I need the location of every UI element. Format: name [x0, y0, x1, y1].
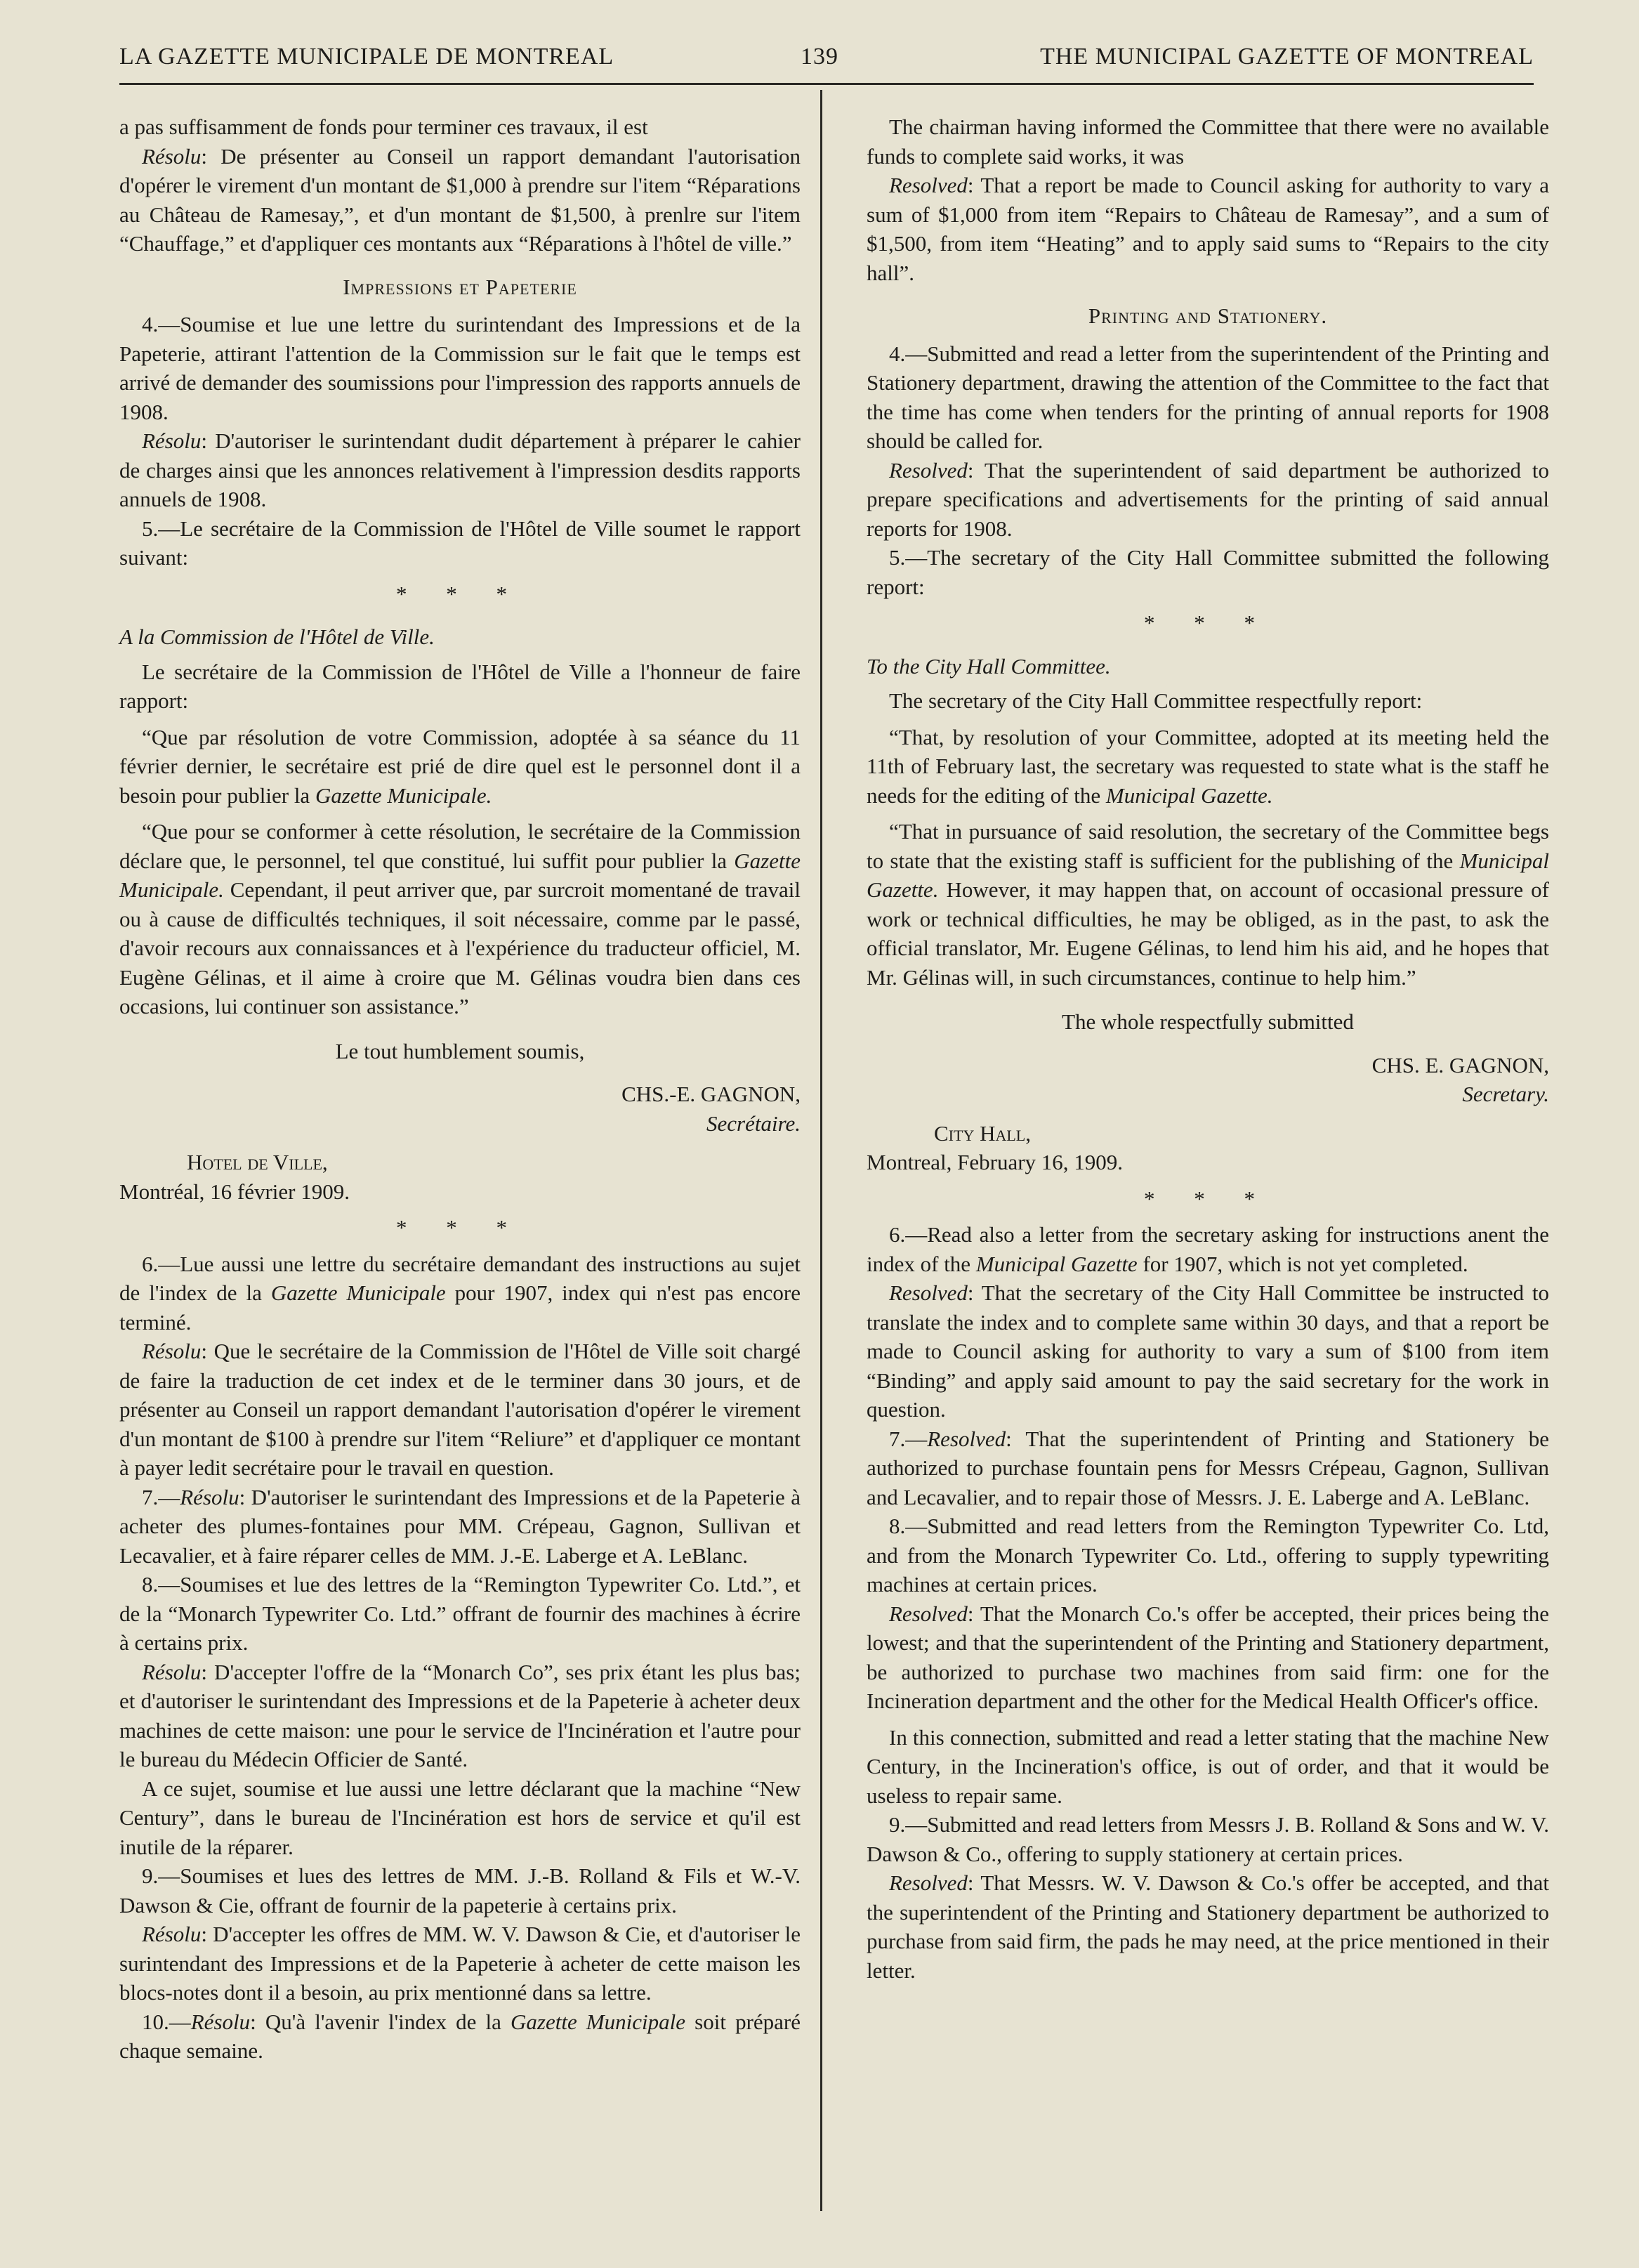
paragraph: “That, by resolution of your Committee, adopted at its meeting held the 11th of February last, the secretary was requested to state what is the staff he needs for the editing of the Municipal Gazette.: [867, 724, 1549, 808]
salutation: A la Commission de l'Hôtel de Ville.: [119, 624, 435, 649]
closing-line: Le tout humblement soumis,: [335, 1038, 585, 1063]
resolution-label: Résolu: [180, 1484, 239, 1509]
paragraph: “Que pour se conformer à cette résolution, le secrétaire de la Commission déclare que, le personnel, tel que constitué, lui suffit pour publier la Gazette Municipale. Cependant, il peut arriver que, par surcroit momentané de travail ou à cause de difficultés techniques, il soit nécessaire, comme par le passé, d'avoir recours aux connaissances et à l'expérience du traducteur officiel, M. Eugène Gélinas, et il aime à croire que M. Gélinas voudra bien dans ces occasions, lui continuer son assistance.”: [119, 819, 801, 1018]
paragraph: 9.—Submitted and read letters from Messrs J. B. Rolland & Sons and W. V. Dawson & Co., offering to supply stationery at certain prices.: [867, 1812, 1549, 1866]
paragraph: Résolu: Que le secrétaire de la Commission de l'Hôtel de Ville soit chargé de faire la traduction de cet index et de le terminer dans 30 jours, et de présenter au Conseil un rapport demandant l'autorisation d'opérer le virement d'un montant de $100 à prendre sur l'item “Reliure” et d'appliquer ce montant à payer ledit secrétaire pour le travail en question.: [119, 1339, 801, 1480]
paragraph: 4.—Submitted and read a letter from the superintendent of the Printing and Stationery department, drawing the attention of the Committee to the fact that the time has come when tenders for the printing of annual reports for 1908 should be called for.: [867, 341, 1549, 453]
separator-stars: * * *: [1144, 1186, 1272, 1211]
resolution-label: Resolved: [927, 1426, 1006, 1451]
french-column: [119, 112, 801, 2066]
paragraph: 7.—Resolved: That the superintendent of Printing and Stationery be authorized to purchase fountain pens for Messrs Crépeau, Gagnon, Sullivan and Lecavalier, and to repair those of Messrs. J. E. Laberge and A. LeBlanc.: [867, 1426, 1549, 1509]
resolution-label: Résolu: [142, 1339, 202, 1363]
place-line: City Hall,: [934, 1120, 1031, 1146]
paragraph: “That in pursuance of said resolution, the secretary of the Committee begs to state that the existing staff is sufficient for the publishing of the Municipal Gazette. However, it may happen that, on account of occasional pressure of work or technical difficulties, he may be obliged, as in the past, to ask the official translator, Mr. Eugene Gélinas, to lend him his aid, and he hopes that Mr. Gélinas will, in such circumstances, continue to help him.”: [867, 819, 1549, 990]
english-column: [867, 112, 1549, 1985]
paragraph: 4.—Soumise et lue une lettre du surintendant des Impressions et de la Papeterie, attirant l'attention de la Commission sur le fait que le temps est arrivé de demander des soumissions pour l'impression des rapports annuels de 1908.: [119, 312, 801, 424]
paragraph: 6.—Lue aussi une lettre du secrétaire demandant des instructions au sujet de l'index de la Gazette Municipale pour 1907, index qui n'est pas encore terminé.: [119, 1251, 801, 1335]
paragraph: Résolu: D'autoriser le surintendant dudit département à préparer le cahier de charges ainsi que les annonces relativement à l'impression desdits rapports annuels de 1908.: [119, 428, 801, 511]
paragraph: Resolved: That the Monarch Co.'s offer be accepted, their prices being the lowest; and that the superintendent of the Printing and Stationery department, be authorized to purchase two machines from said firm: one for the Incineration department and the other for the Medical Health Officer's office.: [867, 1601, 1549, 1713]
paragraph: Résolu: D'accepter l'offre de la “Monarch Co”, ses prix étant les plus bas; et d'autoriser le surintendant des Impressions et de la Papeterie à acheter deux machines de cette maison: une pour le service de l'Incinération et l'autre pour le bureau du Médecin Officier de Santé.: [119, 1659, 801, 1771]
paragraph: Resolved: That Messrs. W. V. Dawson & Co.'s offer be accepted, and that the superintendent of the Printing and Stationery department be authorized to purchase from said firm, the pads he may need, at the price mentioned in their letter.: [867, 1870, 1549, 1983]
paragraph: 8.—Soumises et lue des lettres de la “Remington Typewriter Co. Ltd.”, et de la “Monarch Typewriter Co. Ltd.” offrant de fournir des machines à écrire à certains prix.: [119, 1572, 801, 1655]
resolution-label: Résolu: [190, 2009, 251, 2034]
page-header: [119, 44, 1534, 77]
signatory-title: Secretary.: [1462, 1082, 1549, 1106]
paragraph: The secretary of the City Hall Committee respectfully report:: [889, 688, 1423, 713]
paragraph: 5.—The secretary of the City Hall Committee submitted the following report:: [867, 545, 1549, 599]
header-english-title: THE MUNICIPAL GAZETTE OF MONTREAL: [1040, 44, 1534, 70]
paragraph: Resolved: That the superintendent of said department be authorized to prepare specifications and advertisements for the printing of said annual reports for 1908.: [867, 457, 1549, 541]
paragraph: 6.—Read also a letter from the secretary asking for instructions anent the index of the Municipal Gazette for 1907, which is not yet completed.: [867, 1222, 1549, 1276]
header-french-title: LA GAZETTE MUNICIPALE DE MONTREAL: [119, 44, 614, 70]
separator-stars: * * *: [1144, 610, 1272, 635]
paragraph: “Que par résolution de votre Commission, adoptée à sa séance du 11 février dernier, le secrétaire est prié de dire quel est le personnel dont il a besoin pour publier la Gazette Municipale.: [119, 724, 801, 808]
paragraph: A ce sujet, soumise et lue aussi une lettre déclarant que la machine “New Century”, dans le bureau de l'Incinération est hors de service et qu'il est inutile de la réparer.: [119, 1776, 801, 1859]
paragraph: 10.—Résolu: Qu'à l'avenir l'index de la Gazette Municipale soit préparé chaque semaine.: [119, 2009, 801, 2063]
signature: CHS.-E. GAGNON,: [621, 1082, 801, 1106]
paragraph: 8.—Submitted and read letters from the Remington Typewriter Co. Ltd, and from the Monarch Typewriter Co. Ltd., offering to supply typewriting machines at certain prices.: [867, 1514, 1549, 1597]
header-rule: [119, 83, 1534, 85]
paragraph: 9.—Soumises et lues des lettres de MM. J.-B. Rolland & Fils et W.-V. Dawson & Cie, offrant de fournir de la papeterie à certains prix.: [119, 1863, 801, 1918]
resolution-label: Résolu: [142, 1922, 202, 1946]
closing-line: The whole respectfully submitted: [1062, 1009, 1354, 1034]
section-heading: Printing and Stationery.: [1088, 303, 1328, 328]
place-line: Hotel de Ville,: [187, 1150, 328, 1174]
resolution-label: Resolved: [889, 1870, 968, 1895]
separator-stars: * * *: [396, 581, 524, 606]
resolution-label: Résolu: [142, 143, 202, 169]
section-heading: Impressions et Papeterie: [343, 274, 577, 299]
separator-stars: * * *: [396, 1215, 524, 1240]
column-divider: [820, 90, 822, 2211]
signatory-title: Secrétaire.: [706, 1110, 801, 1136]
page-number: 139: [801, 44, 838, 70]
paragraph: Resolved: That the secretary of the City Hall Committee be instructed to translate the index and to complete same within 30 days, and that a report be made to Council asking for authority to vary a sum of $100 from item “Binding” and apply said amount to pay the said secretary for the work in question.: [867, 1280, 1549, 1422]
paragraph: Le secrétaire de la Commission de l'Hôtel de Ville a l'honneur de faire rapport:: [119, 659, 801, 713]
resolution-label: Resolved: [889, 1601, 968, 1626]
paragraph: Resolved: That a report be made to Council asking for authority to vary a sum of $1,000 from item “Repairs to Château de Ramesay”, and a sum of $1,500, from item “Heating” and to apply said sums to “Repairs to the city hall”.: [867, 173, 1549, 285]
paragraph: In this connection, submitted and read a letter stating that the machine New Century, in the Incineration's office, is out of order, and that it would be useless to repair same.: [867, 1724, 1549, 1808]
paragraph: Résolu: D'accepter les offres de MM. W. V. Dawson & Cie, et d'autoriser le surintendant des Impressions et de la Papeterie à acheter de cette maison les blocs-notes dont il a besoin, au prix mentionné dans sa lettre.: [119, 1922, 801, 2005]
paragraph: The chairman having informed the Committee that there were no available funds to complete said works, it was: [867, 114, 1549, 169]
paragraph: a pas suffisamment de fonds pour terminer ces travaux, il est: [119, 114, 648, 139]
salutation: To the City Hall Committee.: [867, 653, 1111, 679]
paragraph: Résolu: De présenter au Conseil un rapport demandant l'autorisation d'opérer le virement d'un montant de $1,000 à prendre sur l'item “Réparations au Château de Ramesay,”, et d'un montant de $1,500, à prenlre sur l'item “Chauffage,” et d'appliquer ces montants aux “Réparations à l'hôtel de ville.”: [119, 143, 801, 256]
signature: CHS. E. GAGNON,: [1371, 1052, 1549, 1077]
paragraph: 7.—Résolu: D'autoriser le surintendant des Impressions et de la Papeterie à acheter des plumes-fontaines pour MM. Crépeau, Gagnon, Sullivan et Lecavalier, et à faire réparer celles de MM. J.-E. Laberge et A. LeBlanc.: [119, 1484, 801, 1568]
resolution-label: Resolved: [889, 457, 968, 483]
date-line: Montréal, 16 février 1909.: [119, 1179, 350, 1204]
resolution-label: Résolu: [142, 1659, 202, 1684]
paragraph: 5.—Le secrétaire de la Commission de l'Hôtel de Ville soumet le rapport suivant:: [119, 516, 801, 570]
date-line: Montreal, February 16, 1909.: [867, 1150, 1124, 1174]
resolution-label: Résolu: [142, 428, 202, 453]
resolution-label: Resolved: [889, 173, 968, 197]
resolution-label: Resolved: [889, 1280, 968, 1305]
